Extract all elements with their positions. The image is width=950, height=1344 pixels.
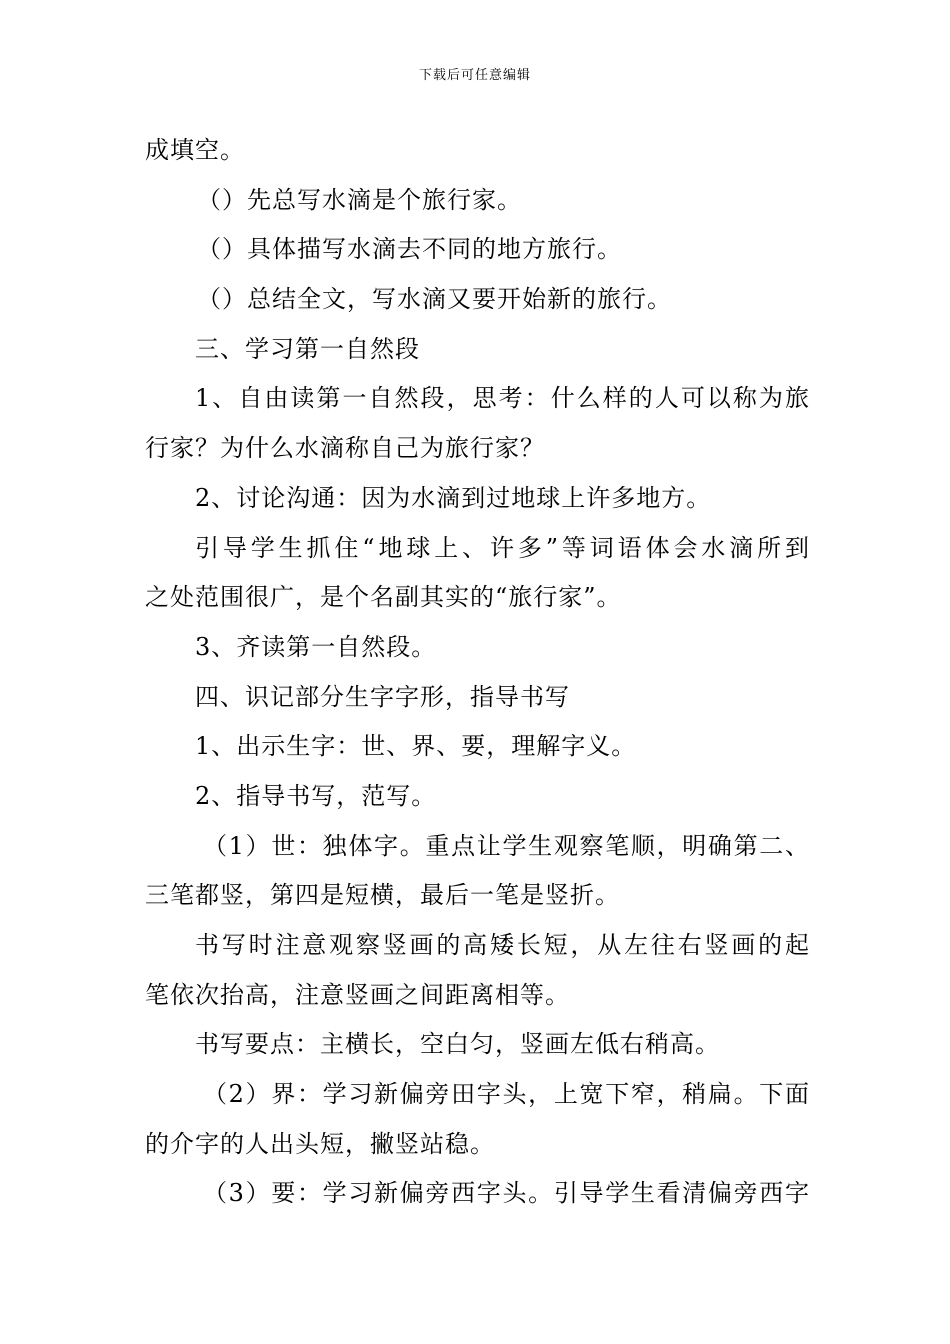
text-line: 之处范围很广，是个名副其实的“旅行家”。	[145, 583, 622, 612]
page-header: 下载后可任意编辑	[418, 68, 531, 83]
document-body	[145, 126, 809, 1219]
text-line: 三笔都竖，第四是短横，最后一笔是竖折。	[145, 881, 620, 910]
text-line: 2、讨论沟通：因为水滴到过地球上许多地方。	[195, 483, 712, 512]
text-line: （）总结全文，写水滴又要开始新的旅行。	[197, 285, 672, 314]
section-heading: 三、学习第一自然段	[195, 334, 420, 363]
text-line: 引导学生抓住“地球上、许多”等词语体会水滴所到	[195, 533, 809, 562]
text-line: 行家？为什么水滴称自己为旅行家？	[145, 434, 545, 463]
text-line: 1、自由读第一自然段，思考：什么样的人可以称为旅	[195, 384, 809, 413]
text-line: 2、指导书写，范写。	[195, 781, 437, 810]
text-line: 的介字的人出头短，撇竖站稳。	[145, 1129, 495, 1158]
text-line: （）具体描写水滴去不同的地方旅行。	[197, 235, 622, 264]
text-line: 1、出示生字：世、界、要，理解字义。	[195, 732, 637, 761]
text-line: （3）要：学习新偏旁西字头。引导学生看清偏旁西字	[203, 1179, 809, 1208]
text-line: 书写要点：主横长，空白匀，竖画左低右稍高。	[195, 1030, 720, 1059]
text-line: （1）世：独体字。重点让学生观察笔顺，明确第二、	[203, 831, 809, 860]
section-heading: 四、识记部分生字字形，指导书写	[195, 682, 570, 711]
text-line: （）先总写水滴是个旅行家。	[197, 185, 522, 214]
text-line: 笔依次抬高，注意竖画之间距离相等。	[145, 980, 570, 1009]
text-line: （2）界：学习新偏旁田字头，上宽下窄，稍扁。下面	[203, 1080, 809, 1109]
text-line: 书写时注意观察竖画的高矮长短，从左往右竖画的起	[195, 931, 809, 959]
text-line: 3、齐读第一自然段。	[195, 632, 437, 661]
text-line: 成填空。	[145, 136, 245, 164]
